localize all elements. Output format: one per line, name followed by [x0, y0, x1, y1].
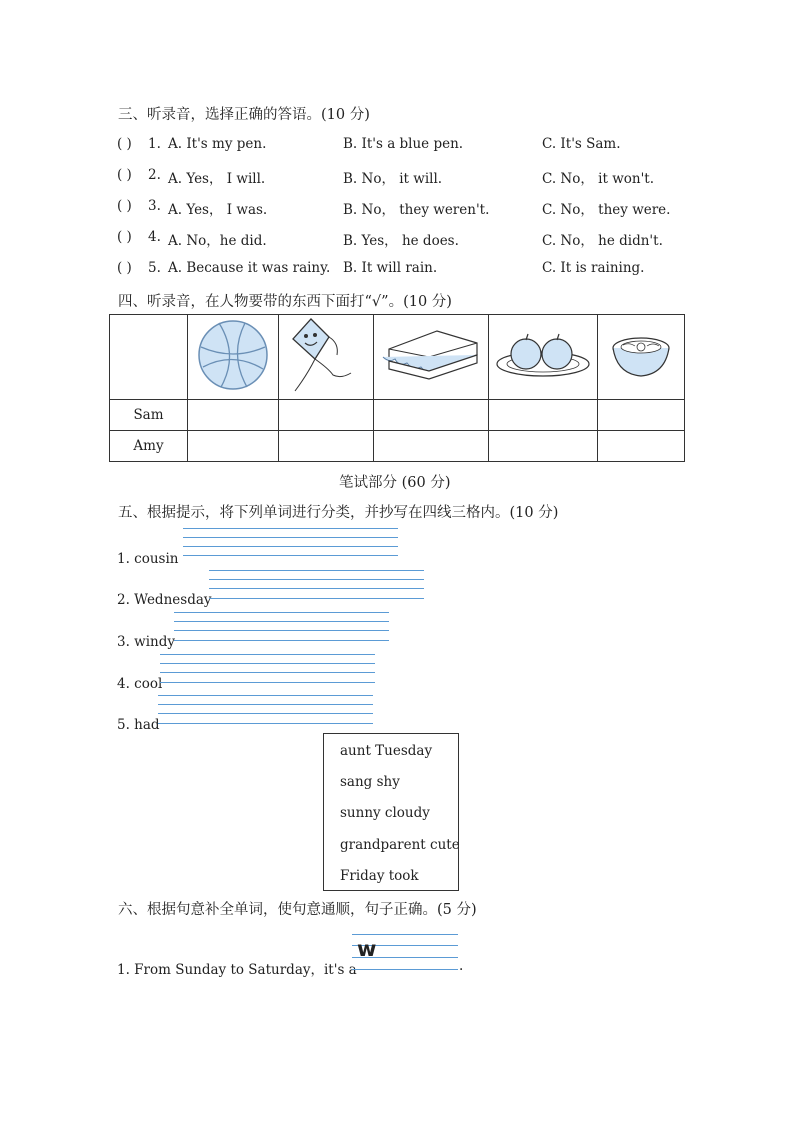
answer-paren[interactable]: ( ) — [117, 260, 132, 276]
word-bank-line: sang shy — [340, 774, 400, 790]
written-part-heading: 笔试部分 (60 分) — [339, 475, 451, 491]
answer-paren[interactable]: ( ) — [117, 136, 132, 152]
sentence-period: . — [459, 958, 464, 974]
row-label-sam: Sam — [110, 400, 188, 431]
answer-cell[interactable] — [374, 431, 489, 462]
first-letter-hint: w — [357, 937, 377, 961]
writing-lines-4[interactable] — [160, 654, 375, 676]
option-c: C. It is raining. — [542, 260, 645, 276]
classify-item-4: 4. cool — [117, 676, 163, 692]
section4-title: 四、听录音，在人物要带的东西下面打“√”。(10 分) — [118, 294, 452, 310]
picture-cell — [279, 315, 374, 400]
classify-item-1: 1. cousin — [117, 551, 179, 567]
option-a: A. Yes， I was. — [168, 202, 268, 218]
answer-cell[interactable] — [598, 400, 685, 431]
writing-lines-3[interactable] — [174, 612, 389, 634]
option-b: B. It's a blue pen. — [343, 136, 464, 152]
answer-cell[interactable] — [279, 431, 374, 462]
question-number: 1. — [148, 136, 161, 152]
word-bank-line: grandparent cute — [340, 837, 460, 853]
picture-cell — [489, 315, 598, 400]
option-a: A. No，he did. — [168, 233, 267, 249]
noodle-bowl-icon — [609, 330, 673, 380]
section3-title: 三、听录音，选择正确的答语。(10 分) — [118, 107, 370, 123]
picture-cell — [188, 315, 279, 400]
classify-item-5: 5. had — [117, 717, 160, 733]
word-bank-line: aunt Tuesday — [340, 743, 433, 759]
fill-in-sentence-1: 1. From Sunday to Saturday，it's a — [117, 962, 357, 978]
writing-lines-2[interactable] — [209, 570, 424, 592]
option-a: A. It's my pen. — [168, 136, 267, 152]
section5-title: 五、根据提示，将下列单词进行分类，并抄写在四线三格内。(10 分) — [118, 505, 559, 521]
picture-cell — [598, 315, 685, 400]
word-bank-box — [323, 733, 459, 891]
section6-title: 六、根据句意补全单词，使句意通顺，句子正确。(5 分) — [118, 902, 477, 918]
question-number: 2. — [148, 167, 161, 183]
question-number: 5. — [148, 260, 161, 276]
option-c: C. It's Sam. — [542, 136, 621, 152]
word-bank-line: sunny cloudy — [340, 805, 430, 821]
option-b: B. No， they weren't. — [343, 202, 490, 218]
answer-paren[interactable]: ( ) — [117, 229, 132, 245]
answer-cell[interactable] — [279, 400, 374, 431]
answer-cell[interactable] — [374, 400, 489, 431]
answer-cell[interactable] — [489, 400, 598, 431]
question-number: 4. — [148, 229, 161, 245]
classify-item-3: 3. windy — [117, 634, 176, 650]
classify-item-2: 2. Wednesday — [117, 592, 212, 608]
option-c: C. No， it won't. — [542, 171, 655, 187]
question-number: 3. — [148, 198, 161, 214]
option-b: B. It will rain. — [343, 260, 438, 276]
sandwich-icon — [377, 327, 485, 383]
items-table — [109, 314, 685, 462]
word-bank-line: Friday took — [340, 868, 419, 884]
answer-paren[interactable]: ( ) — [117, 198, 132, 214]
option-c: C. No， they were. — [542, 202, 671, 218]
option-a: A. Because it was rainy. — [168, 260, 331, 276]
kite-icon — [285, 315, 367, 395]
option-b: B. Yes， he does. — [343, 233, 459, 249]
picture-cell — [374, 315, 489, 400]
option-c: C. No， he didn't. — [542, 233, 663, 249]
basketball-icon — [195, 317, 271, 393]
option-a: A. Yes， I will. — [168, 171, 266, 187]
row-label-amy: Amy — [110, 431, 188, 462]
apples-icon — [493, 330, 593, 380]
option-b: B. No， it will. — [343, 171, 443, 187]
corner-cell — [110, 315, 188, 400]
writing-lines-1[interactable] — [183, 528, 398, 550]
answer-cell[interactable] — [489, 431, 598, 462]
answer-cell[interactable] — [188, 400, 279, 431]
answer-cell[interactable] — [188, 431, 279, 462]
writing-lines-5[interactable] — [158, 695, 373, 717]
answer-paren[interactable]: ( ) — [117, 167, 132, 183]
answer-cell[interactable] — [598, 431, 685, 462]
